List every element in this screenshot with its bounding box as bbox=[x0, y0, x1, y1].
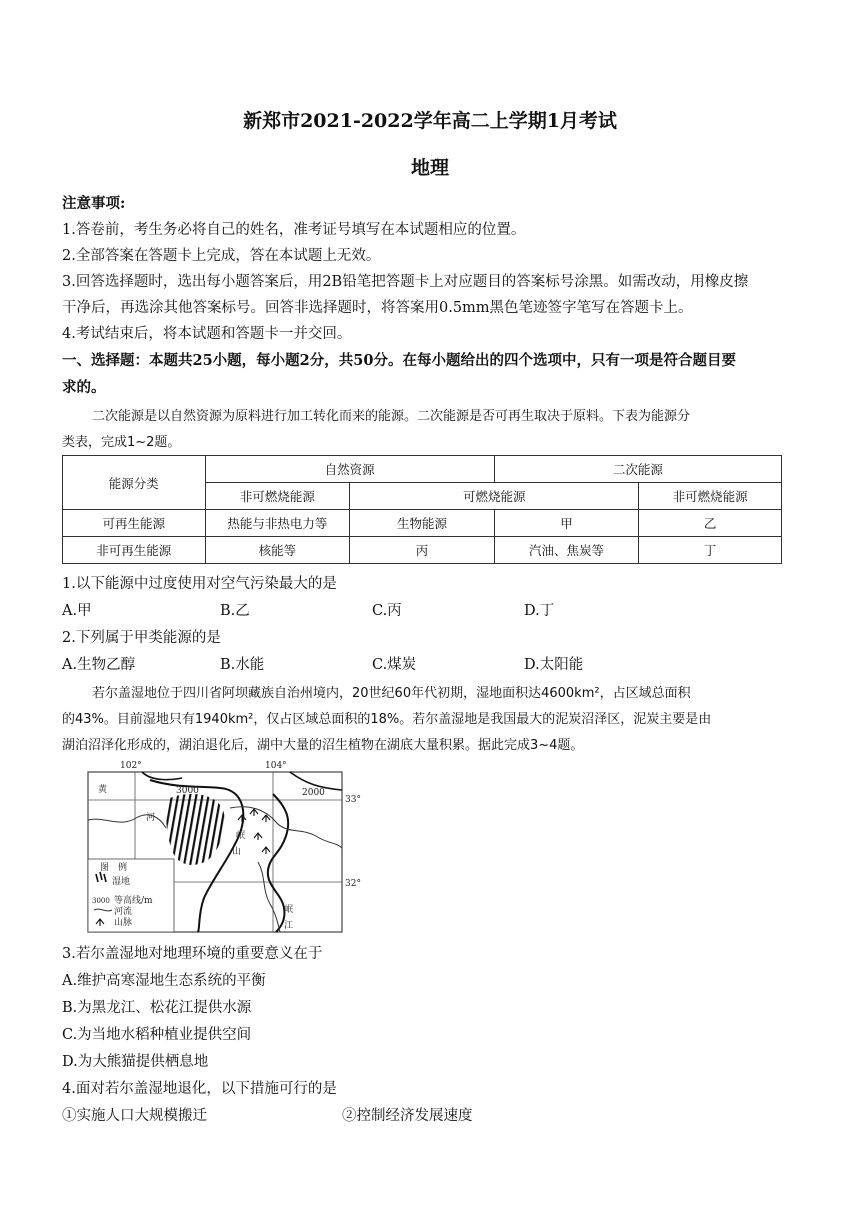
passage-text: 若尔盖湿地位于四川省阿坝藏族自治州境内，20世纪60年代初期，湿地面积达4600km²，占区域总面积 bbox=[92, 686, 691, 701]
table-cell: 丁 bbox=[639, 537, 782, 564]
legend-contour: 等高线/m bbox=[114, 896, 153, 906]
option-d: D.丁 bbox=[524, 603, 555, 619]
option-c: C.丙 bbox=[372, 603, 402, 619]
notice-item: 1.答卷前，考生务必将自己的姓名，准考证号填写在本试题相应的位置。 bbox=[62, 222, 526, 238]
option-c: C.为当地水稻种植业提供空间 bbox=[62, 1027, 252, 1043]
place-label-min-river: 岷 bbox=[284, 905, 294, 915]
contour-label-2000: 2000 bbox=[302, 788, 325, 798]
table-cell: 丙 bbox=[350, 537, 495, 564]
notice-item: 干净后，再选涂其他答案标号。回答非选择题时，将答案用0.5mm黑色笔迹签字笔写在答题卡上。 bbox=[62, 300, 693, 316]
notice-item: 3.回答选择题时，选出每小题答案后，用2B铅笔把答题卡上对应题目的答案标号涂黑。如需改动，用橡皮擦 bbox=[62, 274, 749, 290]
passage-text: 的43%。目前湿地只有1940km²，仅占区域总面积的18%。若尔盖湿地是我国最大的泥炭沼泽区，泥炭主要是由 bbox=[62, 712, 712, 727]
option-b: B.乙 bbox=[220, 603, 250, 619]
option-d: D.太阳能 bbox=[524, 657, 584, 673]
table-cell: 非可再生能源 bbox=[63, 537, 206, 564]
notice-item: 4.考试结束后，将本试题和答题卡一并交回。 bbox=[62, 326, 352, 342]
option-a: A.维护高寒湿地生态系统的平衡 bbox=[62, 973, 266, 989]
legend-river: 河流 bbox=[114, 907, 133, 917]
minjiang-river bbox=[258, 862, 280, 932]
table-cell: 核能等 bbox=[205, 537, 350, 564]
table-subheader: 非可燃烧能源 bbox=[205, 483, 350, 510]
place-label-jiang: 江 bbox=[284, 921, 294, 931]
energy-classification-table bbox=[62, 455, 782, 564]
passage-text: 类表，完成1~2题。 bbox=[62, 435, 181, 450]
place-label-he: 河 bbox=[146, 813, 156, 823]
option-a: A.甲 bbox=[62, 603, 92, 619]
option-1: ①实施人口大规模搬迁 bbox=[62, 1108, 207, 1124]
lon-label-104: 104° bbox=[265, 761, 287, 771]
question-stem: 3.若尔盖湿地对地理环境的重要意义在于 bbox=[62, 946, 323, 962]
option-2: ②控制经济发展速度 bbox=[342, 1108, 473, 1124]
contour-label-3000: 3000 bbox=[176, 786, 199, 796]
option-b: B.为黑龙江、松花江提供水源 bbox=[62, 1000, 252, 1016]
option-d: D.为大熊猫提供栖息地 bbox=[62, 1054, 209, 1070]
section-heading: 一、选择题：本题共25小题，每小题2分，共50分。在每小题给出的四个选项中，只有一项是符合题目要 bbox=[62, 352, 736, 369]
lat-label-32: 32° bbox=[345, 879, 361, 889]
subject-title: 地理 bbox=[410, 157, 449, 179]
wetland-area bbox=[166, 794, 224, 865]
option-c: C.煤炭 bbox=[372, 657, 417, 673]
place-label-huang: 黄 bbox=[98, 785, 108, 795]
option-b: B.水能 bbox=[220, 657, 265, 673]
table-cell: 汽油、焦炭等 bbox=[494, 537, 639, 564]
legend-wetland: 湿地 bbox=[112, 877, 131, 887]
table-subheader: 非可燃烧能源 bbox=[639, 483, 782, 510]
notice-heading: 注意事项: bbox=[62, 195, 126, 212]
table-cell: 生物能源 bbox=[350, 510, 495, 537]
contour-3000-upper bbox=[142, 772, 182, 780]
table-cell: 甲 bbox=[494, 510, 639, 537]
notice-item: 2.全部答案在答题卡上完成，答在本试题上无效。 bbox=[62, 248, 381, 264]
wetland-map bbox=[80, 758, 370, 936]
question-stem: 4.面对若尔盖湿地退化，以下措施可行的是 bbox=[62, 1081, 337, 1097]
table-subheader: 可燃烧能源 bbox=[350, 483, 639, 510]
question-stem: 1.以下能源中过度使用对空气污染最大的是 bbox=[62, 576, 337, 592]
option-a: A.生物乙醇 bbox=[62, 657, 136, 673]
legend-contour-value: 3000 bbox=[92, 897, 110, 905]
passage-text: 二次能源是以自然资源为原料进行加工转化而来的能源。二次能源是否可再生取决于原料。下表为能源分 bbox=[92, 409, 691, 424]
table-cell: 乙 bbox=[639, 510, 782, 537]
passage-text: 湖泊沼泽化形成的，湖泊退化后，湖中大量的沼生植物在湖底大量积累。据此完成3~4题。 bbox=[62, 738, 584, 753]
section-heading-cont: 求的。 bbox=[62, 379, 106, 396]
table-header-secondary: 二次能源 bbox=[494, 456, 781, 483]
place-label-min: 岷 bbox=[236, 831, 246, 841]
lat-label-33: 33° bbox=[345, 795, 361, 805]
legend-title: 图 例 bbox=[100, 863, 128, 873]
exam-title: 新郑市2021-2022学年高二上学期1月考试 bbox=[243, 110, 617, 132]
legend-mountain: 山脉 bbox=[114, 918, 133, 928]
question-stem: 2.下列属于甲类能源的是 bbox=[62, 630, 221, 646]
lon-label-102: 102° bbox=[120, 761, 142, 771]
table-cell: 热能与非热电力等 bbox=[205, 510, 350, 537]
table-corner-cell: 能源分类 bbox=[63, 456, 206, 510]
table-header-natural: 自然资源 bbox=[205, 456, 494, 483]
place-label-shan: 山 bbox=[232, 847, 242, 857]
table-cell: 可再生能源 bbox=[63, 510, 206, 537]
